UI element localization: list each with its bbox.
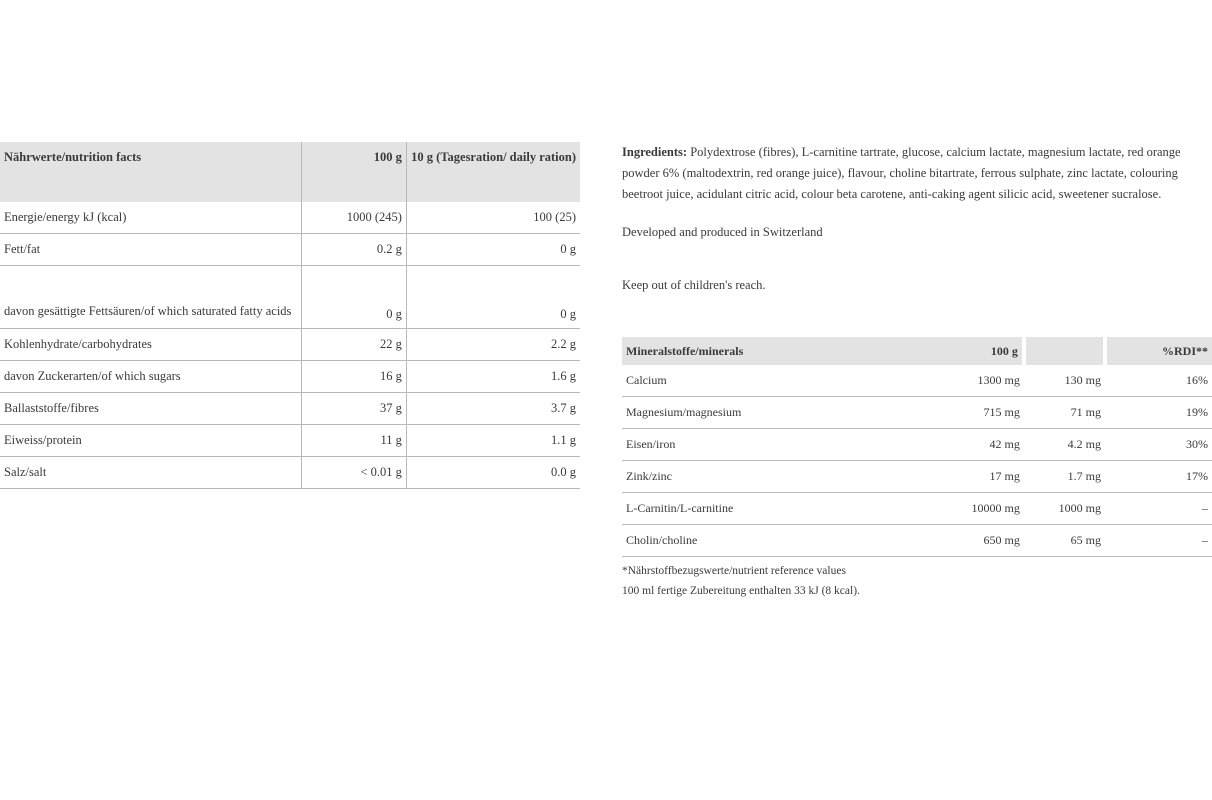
footnote-reference-values: *Nährstoffbezugswerte/nutrient reference values (622, 565, 846, 577)
minerals-row-label: L-Carnitin/L-carnitine (622, 493, 939, 525)
minerals-header-rdi: %RDI** (1105, 337, 1212, 365)
minerals-row-serving: 130 mg (1024, 365, 1105, 397)
minerals-row-100g: 1300 mg (939, 365, 1024, 397)
table-row (622, 493, 1212, 525)
nutrition-table (0, 142, 580, 489)
nutrition-row-100g: < 0.01 g (301, 457, 406, 489)
ingredients-heading: Ingredients: (622, 145, 688, 159)
nutrition-row-serving: 2.2 g (406, 329, 580, 361)
developed-note: Developed and produced in Switzerland (622, 225, 823, 239)
nutrition-row-serving: 0 g (406, 234, 580, 266)
nutrition-row-serving: 0.0 g (406, 457, 580, 489)
table-row (622, 525, 1212, 557)
nutrition-row-label: Eiweiss/protein (0, 425, 301, 457)
nutrition-row-label: Fett/fat (0, 234, 301, 266)
table-row (0, 361, 580, 393)
minerals-row-label: Cholin/choline (622, 525, 939, 557)
minerals-header-label: Mineralstoffe/minerals (626, 343, 744, 358)
nutrition-row-label: davon Zuckerarten/of which sugars (0, 361, 301, 393)
nutrition-row-100g: 0 g (301, 266, 406, 329)
nutrition-row-100g: 0.2 g (301, 234, 406, 266)
nutrition-row-serving: 1.6 g (406, 361, 580, 393)
nutrition-row-serving: 0 g (406, 266, 580, 329)
nutrition-header-serving: 10 g (Tagesration/ daily ration) (406, 142, 580, 202)
minerals-row-rdi: – (1105, 493, 1212, 525)
table-row (0, 329, 580, 361)
nutrition-row-label: davon gesättigte Fettsäuren/of which saturated fatty acids (0, 266, 301, 329)
nutrition-row-serving: 100 (25) (406, 202, 580, 234)
nutrition-row-100g: 11 g (301, 425, 406, 457)
minerals-row-serving: 4.2 mg (1024, 429, 1105, 461)
nutrition-row-label: Energie/energy kJ (kcal) (0, 202, 301, 234)
nutrition-table-section (0, 142, 580, 489)
table-row (0, 425, 580, 457)
nutrition-header-label: Nährwerte/nutrition facts (4, 150, 142, 164)
table-row (0, 234, 580, 266)
minerals-row-100g: 17 mg (939, 461, 1024, 493)
keep-out-note: Keep out of children's reach. (622, 278, 766, 292)
table-row (0, 266, 580, 329)
nutrition-row-100g: 1000 (245) (301, 202, 406, 234)
minerals-row-100g: 42 mg (939, 429, 1024, 461)
minerals-row-100g: 715 mg (939, 397, 1024, 429)
nutrition-row-100g: 16 g (301, 361, 406, 393)
minerals-row-rdi: 17% (1105, 461, 1212, 493)
table-row (0, 202, 580, 234)
footnote-prepared-energy: 100 ml fertige Zubereitung enthalten 33 kJ (8 kcal). (622, 585, 860, 597)
minerals-row-100g: 10000 mg (939, 493, 1024, 525)
minerals-row-label: Magnesium/magnesium (622, 397, 939, 429)
table-row (622, 365, 1212, 397)
minerals-row-serving: 71 mg (1024, 397, 1105, 429)
minerals-row-rdi: 16% (1105, 365, 1212, 397)
nutrition-row-label: Kohlenhydrate/carbohydrates (0, 329, 301, 361)
ingredients-paragraph (622, 142, 1200, 205)
table-row (622, 397, 1212, 429)
minerals-row-label: Zink/zinc (622, 461, 939, 493)
ingredients-text: Polydextrose (fibres), L-carnitine tartrate, glucose, calcium lactate, magnesium lactate, red orange powder 6% (maltodextrin, red orange juice), flavour, choline bitartrate, ferrous sulphate, zinc lactate, colouring beetroot juice, acidulant citric acid, colour beta carotene, anti-caking agent silicic acid, sweetener sucralose. (622, 145, 1181, 201)
minerals-row-rdi: – (1105, 525, 1212, 557)
nutrition-row-100g: 22 g (301, 329, 406, 361)
nutrition-header-100g: 100 g (301, 142, 406, 202)
nutrition-header-row (0, 142, 580, 202)
table-row (0, 393, 580, 425)
minerals-row-serving: 65 mg (1024, 525, 1105, 557)
info-section (622, 142, 1208, 601)
table-row (622, 461, 1212, 493)
nutrition-row-label: Ballaststoffe/fibres (0, 393, 301, 425)
minerals-row-rdi: 19% (1105, 397, 1212, 429)
nutrition-row-label: Salz/salt (0, 457, 301, 489)
table-row (0, 457, 580, 489)
minerals-row-rdi: 30% (1105, 429, 1212, 461)
minerals-header-row (622, 337, 1212, 365)
minerals-row-label: Calcium (622, 365, 939, 397)
minerals-row-serving: 1.7 mg (1024, 461, 1105, 493)
nutrition-row-100g: 37 g (301, 393, 406, 425)
table-row (622, 429, 1212, 461)
minerals-row-serving: 1000 mg (1024, 493, 1105, 525)
footnotes (622, 561, 1200, 601)
nutrition-row-serving: 1.1 g (406, 425, 580, 457)
minerals-table (622, 337, 1212, 557)
minerals-row-100g: 650 mg (939, 525, 1024, 557)
minerals-header-100g: 100 g (990, 343, 1018, 358)
nutrition-row-serving: 3.7 g (406, 393, 580, 425)
minerals-row-label: Eisen/iron (622, 429, 939, 461)
minerals-header-serving (1024, 337, 1105, 365)
